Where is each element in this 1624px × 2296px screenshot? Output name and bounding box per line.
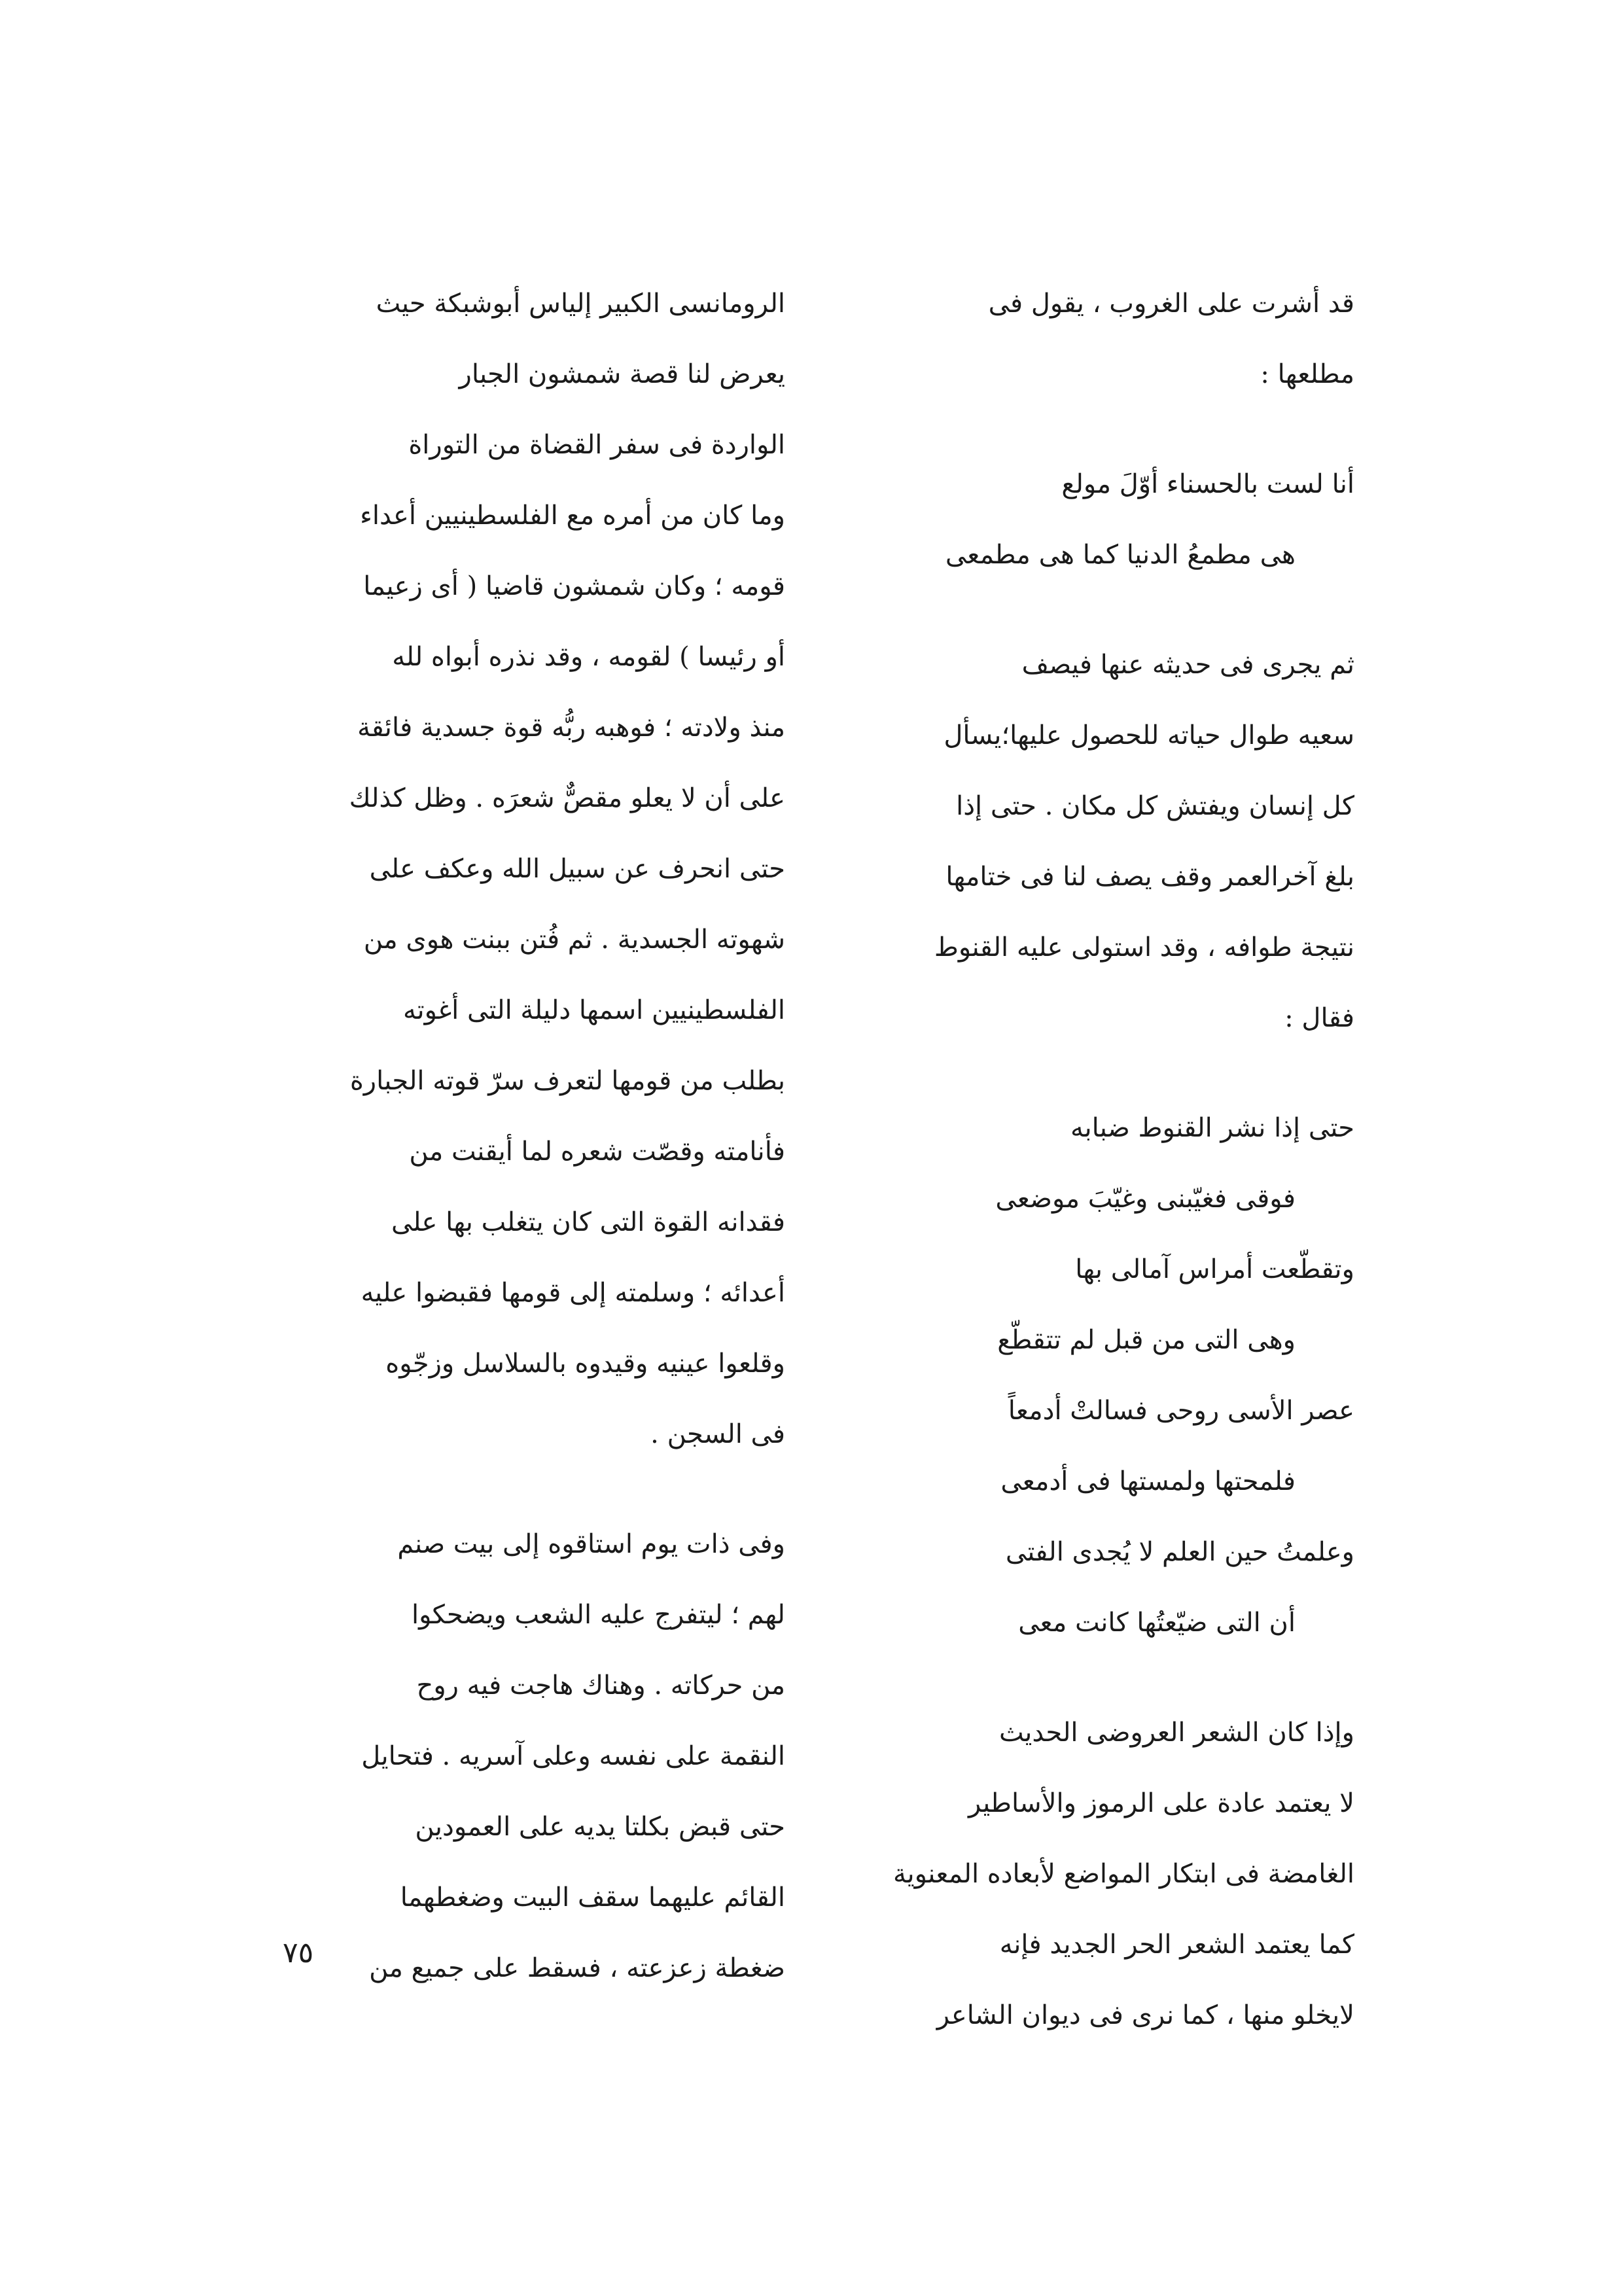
text-line: القائم عليهما سقف البيت وضغطهما xyxy=(400,1882,785,1913)
text-line: ضغطة زعزعته ، فسقط على جميع من xyxy=(369,1953,785,1983)
text-line: ثم يجرى فى حديثه عنها فيصف xyxy=(1021,650,1354,680)
right-intro-paragraph xyxy=(831,268,1354,410)
right-paragraph-1 xyxy=(831,629,1354,1053)
text-line: فقدانه القوة التى كان يتغلب بها على xyxy=(391,1207,785,1237)
text-line: الرومانسى الكبير إلياس أبوشبكة حيث xyxy=(376,289,785,319)
text-line: وفى ذات يوم استاقوه إلى بيت صنم xyxy=(397,1529,785,1559)
text-line: منذ ولادته ؛ فوهبه ربُّه قوة جسدية فائقة xyxy=(357,713,785,743)
text-line: لهم ؛ ليتفرج عليه الشعب ويضحكوا xyxy=(412,1600,785,1630)
text-line: على أن لا يعلو مقصٌّ شعرَه . وظل كذلك xyxy=(349,783,785,813)
verse-line: عصر الأسى روحى فسالتْ أدمعاً xyxy=(1008,1396,1354,1426)
text-line: أعدائه ؛ وسلمته إلى قومها فقبضوا عليه xyxy=(361,1278,785,1308)
text-line: كما يعتمد الشعر الحر الجديد فإنه xyxy=(999,1930,1354,1960)
verse-line: وهى التى من قبل لم تتقطّع xyxy=(997,1325,1296,1355)
text-line: بطلب من قومها لتعرف سرّ قوته الجبارة xyxy=(349,1066,785,1096)
text-line: أو رئيسا ) لقومه ، وقد نذره أبواه لله xyxy=(392,642,785,672)
left-paragraph-1 xyxy=(262,268,785,1470)
text-line: شهوته الجسدية . ثم فُتن ببنت هوى من xyxy=(363,925,785,955)
text-line: لا يعتمد عادة على الرموز والأساطير xyxy=(968,1788,1354,1818)
verse-line: هى مطمعُ الدنيا كما هى مطمعى xyxy=(945,540,1296,570)
text-line: الفلسطينيين اسمها دليلة التى أغوته xyxy=(403,995,785,1025)
text-line: لايخلو منها ، كما نرى فى ديوان الشاعر xyxy=(936,2000,1354,2030)
text-line: النقمة على نفسه وعلى آسريه . فتحايل xyxy=(361,1741,785,1771)
verse-line: أن التى ضيّعتُها كانت معى xyxy=(1018,1608,1296,1638)
right-verse-2 xyxy=(831,1093,1354,1658)
right-column xyxy=(831,268,1354,2051)
text-line: حتى انحرف عن سبيل الله وعكف على xyxy=(369,854,785,884)
page-number: ٧٥ xyxy=(283,1936,314,1969)
text-line: حتى قبض بكلتا يديه على العمودين xyxy=(415,1812,785,1842)
right-paragraph-2 xyxy=(831,1697,1354,2051)
text-line: من حركاته . وهناك هاجت فيه روح xyxy=(416,1670,785,1701)
text-line: قد أشرت على الغروب ، يقول فى xyxy=(988,289,1354,319)
text-line: نتيجة طوافه ، وقد استولى عليه القنوط xyxy=(934,932,1354,963)
right-verse-1 xyxy=(831,449,1354,590)
text-line: وقلعوا عينيه وقيدوه بالسلاسل وزجّوه xyxy=(385,1349,785,1379)
verse-line: فوقى فغيّبنى وغيّبَ موضعى xyxy=(995,1184,1296,1214)
text-line: الواردة فى سفر القضاة من التوراة xyxy=(408,430,785,460)
left-column xyxy=(262,268,785,2004)
text-line: يعرض لنا قصة شمشون الجبار xyxy=(459,359,785,389)
left-paragraph-2 xyxy=(262,1509,785,2004)
verse-line: وعلمتُ حين العلم لا يُجدى الفتى xyxy=(1005,1537,1354,1567)
text-line: مطلعها : xyxy=(1260,359,1354,389)
text-line: فقال : xyxy=(1284,1003,1354,1033)
verse-line: أنا لست بالحسناء أوّلَ مولع xyxy=(1061,469,1354,499)
text-line: كل إنسان ويفتش كل مكان . حتى إذا xyxy=(956,791,1354,821)
verse-line: حتى إذا نشر القنوط ضبابه xyxy=(1070,1113,1354,1143)
text-line: بلغ آخرالعمر وقف يصف لنا فى ختامها xyxy=(945,862,1354,892)
text-line: قومه ؛ وكان شمشون قاضيا ( أى زعيما xyxy=(363,571,785,601)
verse-line: فلمحتها ولمستها فى أدمعى xyxy=(1000,1466,1296,1496)
text-line: فى السجن . xyxy=(650,1419,785,1449)
text-line: وما كان من أمره مع الفلسطينيين أعداء xyxy=(360,501,785,531)
text-line: وإذا كان الشعر العروضى الحديث xyxy=(999,1718,1354,1748)
text-line: الغامضة فى ابتكار المواضع لأبعاده المعنوية xyxy=(893,1859,1354,1889)
text-line: فأنامته وقصّت شعره لما أيقنت من xyxy=(409,1137,785,1167)
text-line: سعيه طوال حياته للحصول عليها؛يسأل xyxy=(944,720,1354,751)
verse-line: وتقطّعت أمراس آمالى بها xyxy=(1075,1254,1354,1284)
